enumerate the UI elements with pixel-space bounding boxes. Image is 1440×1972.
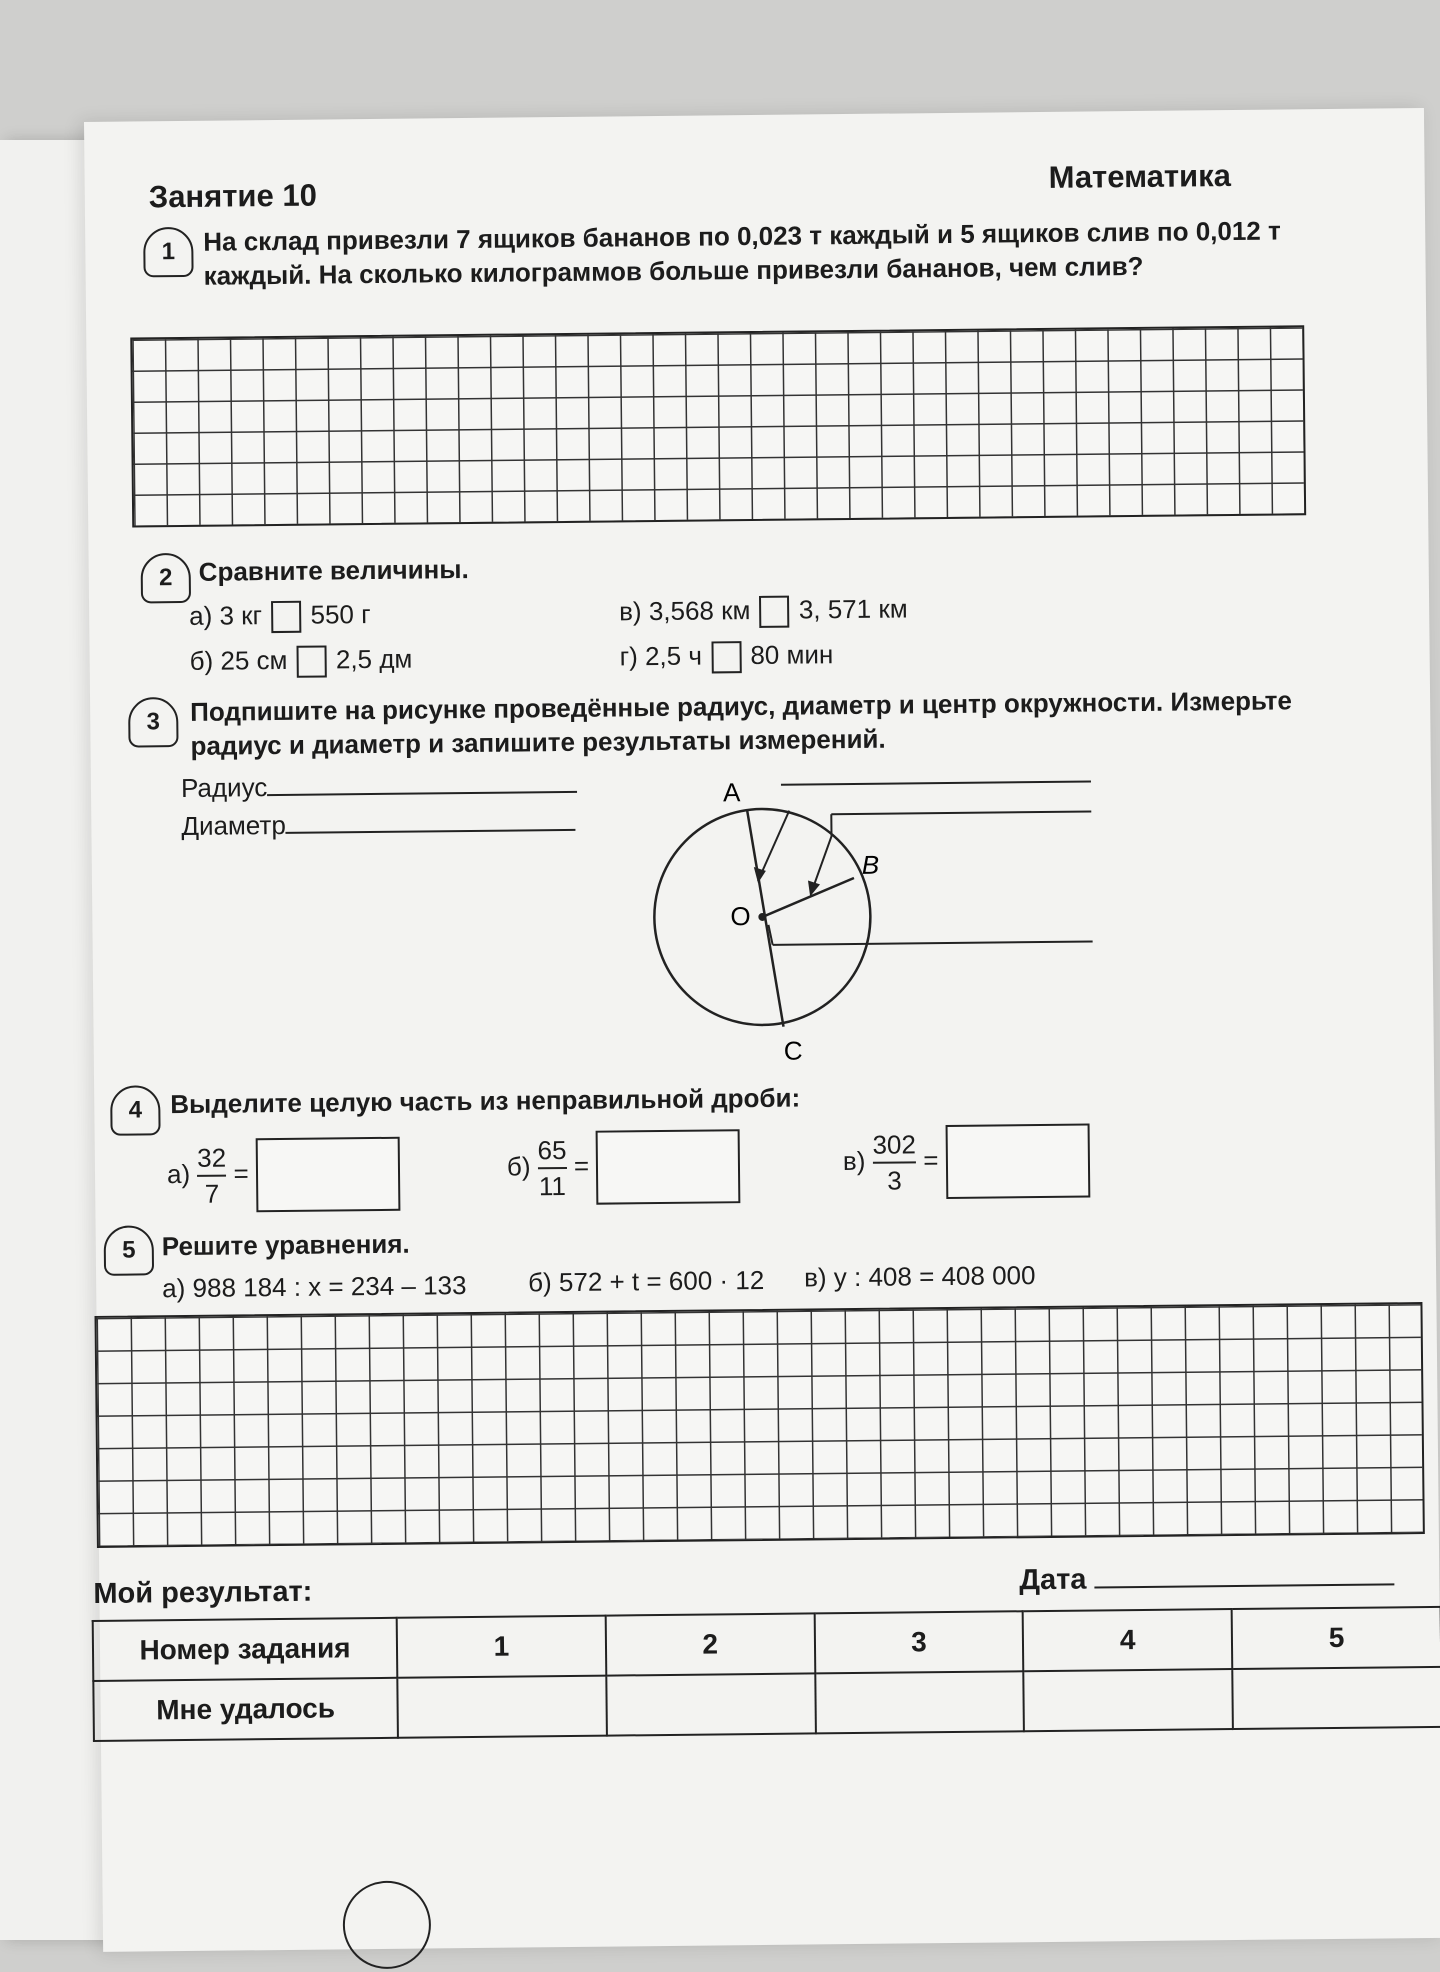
fraction-b <box>537 1135 567 1201</box>
circle-figure <box>531 749 1334 1077</box>
compare-b-right: 2,5 дм <box>335 643 413 675</box>
task-number-badge-1: 1 <box>143 227 194 278</box>
fraction-a <box>197 1143 227 1209</box>
result-row-success <box>93 1667 1440 1741</box>
compare-a-box[interactable] <box>271 601 301 633</box>
task-number-badge-2: 2 <box>141 553 192 604</box>
compare-item-a <box>189 599 371 634</box>
row-label-success: Мне удалось <box>93 1678 398 1741</box>
success-cell-5[interactable] <box>1232 1667 1440 1729</box>
fraction-item-a <box>167 1137 401 1213</box>
compare-v-left: в) 3,568 км <box>618 595 751 627</box>
success-cell-2[interactable] <box>606 1673 815 1735</box>
fraction-a-denominator: 7 <box>204 1178 220 1209</box>
task-1-text: На склад привезли 7 ящиков бананов по 0,023 т каждый и 5 ящиков слив по 0,012 т каждый. На сколько килограммов больше привезли бананов, чем слив? <box>203 215 1281 291</box>
fraction-b-prefix: б) <box>506 1151 531 1182</box>
answer-box-b[interactable] <box>596 1129 741 1205</box>
task-number-badge-3: 3 <box>128 697 179 748</box>
success-cell-4[interactable] <box>1024 1669 1233 1731</box>
result-table <box>92 1606 1440 1742</box>
column-task-3: 3 <box>814 1611 1023 1673</box>
radius-segment-ob <box>762 878 854 917</box>
column-task-2: 2 <box>605 1613 814 1675</box>
answer-grid-task-5[interactable] <box>95 1302 1425 1548</box>
compare-g-box[interactable] <box>711 641 741 673</box>
fraction-v-numerator: 302 <box>872 1129 917 1160</box>
compare-b-box[interactable] <box>297 646 327 678</box>
column-task-1: 1 <box>397 1616 606 1678</box>
diameter-label: Диаметр <box>181 809 286 842</box>
lesson-title: Занятие 10 <box>148 177 318 215</box>
task-5-title: Решите уравнения. <box>161 1228 410 1262</box>
task-number-badge-5: 5 <box>104 1225 155 1276</box>
row-label-task-number: Номер задания <box>93 1618 398 1681</box>
point-o-label: O <box>730 901 751 932</box>
equals-sign-a: = <box>233 1158 249 1189</box>
answer-grid-task-1[interactable] <box>130 325 1306 527</box>
equation-a: а) 988 184 : x = 234 – 133 <box>162 1270 467 1304</box>
radius-label: Радиус <box>180 772 268 804</box>
date-answer-line[interactable] <box>1095 1583 1395 1588</box>
compare-g-left: г) 2,5 ч <box>619 640 703 672</box>
label-line-b[interactable] <box>831 811 1091 814</box>
compare-v-box[interactable] <box>759 596 789 628</box>
column-task-4: 4 <box>1023 1609 1232 1671</box>
task-3-text: Подпишите на рисунке проведённые радиус, диаметр и центр окружности. Измерьте радиус и диаметр и запишите результаты измерений. <box>190 685 1292 761</box>
equation-v: в) y : 408 = 408 000 <box>803 1260 1036 1293</box>
compare-item-v <box>619 593 908 629</box>
point-a-label: A <box>722 777 741 808</box>
fraction-v-prefix: в) <box>842 1145 866 1176</box>
date-label: Дата <box>1019 1563 1087 1597</box>
success-cell-3[interactable] <box>815 1671 1024 1733</box>
fraction-b-numerator: 65 <box>537 1135 567 1166</box>
compare-g-right: 80 мин <box>750 639 834 671</box>
answer-box-v[interactable] <box>945 1124 1090 1200</box>
self-assessment-circle[interactable] <box>342 1880 431 1969</box>
equation-b: б) 572 + t = 600 · 12 <box>528 1264 765 1298</box>
column-task-5: 5 <box>1232 1607 1440 1669</box>
radius-row <box>181 769 578 804</box>
fraction-item-b <box>507 1129 741 1205</box>
point-b-label: B <box>861 849 880 880</box>
fraction-b-denominator: 11 <box>538 1171 567 1202</box>
compare-item-g <box>619 639 833 674</box>
my-result-title: Мой результат: <box>93 1575 313 1610</box>
fraction-a-numerator: 32 <box>197 1142 227 1173</box>
compare-b-left: б) 25 см <box>189 644 288 676</box>
point-c-label: C <box>783 1035 803 1066</box>
label-line-a[interactable] <box>781 781 1091 784</box>
compare-v-right: 3, 571 км <box>798 593 908 625</box>
task-4-title: Выделите целую часть из неправильной дроби: <box>170 1082 801 1120</box>
success-cell-1[interactable] <box>397 1676 606 1738</box>
task-number-badge-4: 4 <box>110 1085 161 1136</box>
compare-a-left: а) 3 кг <box>189 600 263 631</box>
date-row <box>1019 1560 1395 1597</box>
task-2-title: Сравните величины. <box>198 553 469 587</box>
equals-sign-b: = <box>573 1150 590 1181</box>
fraction-item-v <box>843 1124 1091 1201</box>
fraction-a-prefix: а) <box>166 1158 191 1190</box>
worksheet-page <box>84 108 1440 1952</box>
fraction-v <box>872 1129 916 1195</box>
diameter-row <box>181 807 576 842</box>
subject-title: Математика <box>1048 157 1232 195</box>
answer-box-a[interactable] <box>256 1137 401 1213</box>
label-line-o[interactable] <box>773 941 1093 944</box>
fraction-v-denominator: 3 <box>887 1165 902 1196</box>
compare-a-right: 550 г <box>310 599 371 630</box>
compare-item-b <box>189 644 412 679</box>
equals-sign-v: = <box>923 1144 939 1176</box>
